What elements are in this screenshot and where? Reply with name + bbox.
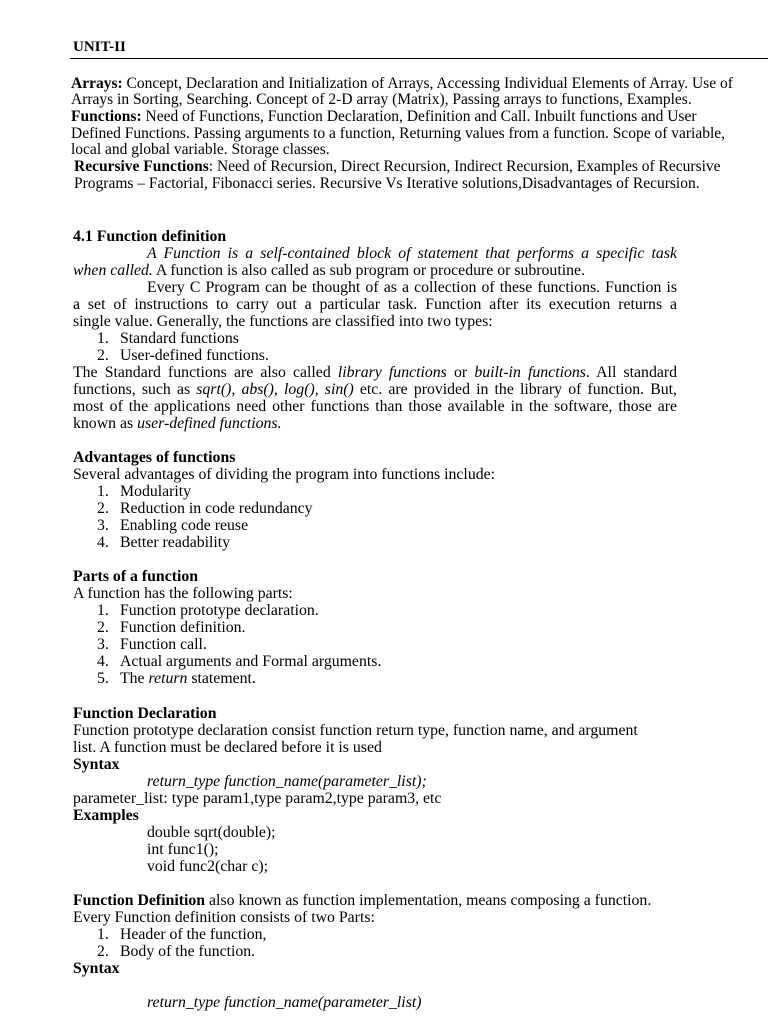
list-text: Body of the function. [120, 942, 256, 960]
syllabus-line [71, 159, 733, 176]
paragraph-line [73, 415, 677, 432]
syllabus-text: Need of Functions, Function Declaration, Definition and Call. Inbuilt functions and User [141, 108, 697, 125]
list-item [73, 636, 677, 653]
paragraph-text: A function is also called as sub program or procedure or subroutine. [152, 261, 585, 279]
paragraph-line [73, 245, 677, 262]
list-number: 4. [97, 533, 109, 551]
syllabus-line [71, 126, 733, 143]
paragraph-line: Function prototype declaration consist function return type, function name, and argument [73, 721, 638, 739]
parameter-list-line: parameter_list: type param1,type param2,type param3, etc [73, 789, 442, 807]
emphasis-text: return [148, 669, 188, 687]
paragraph-text: known as [73, 415, 138, 433]
list-item [73, 500, 677, 517]
list-number: 3. [97, 635, 109, 653]
section-function-definition [73, 228, 677, 433]
paragraph-line: Several advantages of dividing the program into functions include: [73, 465, 496, 483]
list-text: Standard functions [120, 329, 239, 347]
paragraph-line: A function has the following parts: [73, 584, 293, 602]
header-rule [70, 58, 768, 59]
list-number: 1. [97, 925, 109, 943]
list-text: Enabling code reuse [120, 516, 249, 534]
blank-line [73, 977, 677, 994]
list-text: Function call. [120, 635, 207, 653]
paragraph-line [73, 892, 677, 909]
section-heading: Function Declaration [73, 704, 217, 722]
syllabus-line [71, 109, 733, 126]
definition-text: A Function is a self-contained block of statement that performs a specific task [147, 244, 677, 262]
list-item [73, 483, 677, 500]
syntax-label: Syntax [73, 755, 120, 773]
list-number: 2. [97, 618, 109, 636]
code-example: double sqrt(double); [147, 823, 276, 841]
list-item [73, 670, 677, 687]
syllabus-text: Concept, Declaration and Initialization of Arrays, Accessing Individual Elements of Array. Use of [122, 74, 733, 92]
paragraph-text: or [446, 363, 475, 381]
emphasis-text: sqrt(), abs(), log(), sin() [196, 380, 354, 398]
list-number: 4. [97, 652, 109, 670]
list-text: User-defined functions. [120, 346, 269, 364]
list-item [73, 517, 677, 534]
emphasis-text: built-in functions [474, 363, 586, 381]
syllabus-text: Arrays in Sorting, Searching. Concept of 2-D array (Matrix), Passing arrays to functions, Examples. [71, 91, 692, 109]
paragraph-text: a set of instructions to carry out a particular task. Function after its execution returns a [73, 295, 677, 313]
emphasis-text: user-defined functions. [137, 415, 282, 433]
paragraph-line [73, 296, 677, 313]
syntax-label: Syntax [73, 959, 120, 977]
syllabus-line [71, 142, 733, 159]
section-heading: Parts of a function [73, 567, 199, 585]
list-text: statement. [187, 669, 256, 687]
list-number: 1. [97, 329, 109, 347]
paragraph-text: . All standard [585, 363, 678, 381]
section-declaration [73, 705, 677, 875]
list-number: 2. [97, 942, 109, 960]
examples-label: Examples [73, 806, 139, 824]
definition-text: when called. [73, 261, 153, 279]
functions-label: Functions: [71, 108, 142, 125]
syllabus-line [71, 176, 733, 193]
list-text: Function definition. [120, 618, 246, 636]
list-item [73, 943, 677, 960]
list-text: Modularity [120, 482, 192, 500]
list-text: Reduction in code redundancy [120, 499, 313, 517]
paragraph-text: Every C Program can be thought of as a collection of these functions. Function is [147, 278, 677, 296]
paragraph-line [73, 279, 677, 296]
list-item [73, 534, 677, 551]
syllabus-line [71, 92, 733, 109]
paragraph-text: functions, such as [73, 380, 197, 398]
list-text: The [120, 669, 149, 687]
paragraph-text: also known as function implementation, means composing a function. [205, 891, 652, 909]
paragraph-text: etc. are provided in the library of function. But, [353, 380, 678, 398]
arrays-label: Arrays: [71, 74, 123, 92]
section-heading: 4.1 Function definition [73, 227, 227, 245]
list-item [73, 602, 677, 619]
section-parts [73, 568, 677, 687]
section-heading: Advantages of functions [73, 448, 236, 466]
list-item [73, 926, 677, 943]
list-number: 3. [97, 516, 109, 534]
unit-title: UNIT-II [73, 39, 126, 55]
paragraph-line: list. A function must be declared before it is used [73, 738, 382, 756]
list-item [73, 347, 677, 364]
paragraph-line [73, 364, 677, 381]
list-text: Actual arguments and Formal arguments. [120, 652, 382, 670]
list-text: Function prototype declaration. [120, 601, 319, 619]
list-number: 1. [97, 482, 109, 500]
list-text: Better readability [120, 533, 231, 551]
syllabus-text: Programs – Factorial, Fibonacci series. Recursive Vs Iterative solutions,Disadvantages of Recursion. [74, 174, 700, 192]
section-heading: Function Definition [73, 891, 206, 909]
list-number: 2. [97, 499, 109, 517]
syllabus-text: : Need of Recursion, Direct Recursion, Indirect Recursion, Examples of Recursive [208, 157, 721, 175]
code-example: void func2(char c); [147, 857, 269, 875]
syllabus-text: Defined Functions. Passing arguments to a function, Returning values from a function. Scope of variable, [71, 124, 726, 142]
list-number: 1. [97, 601, 109, 619]
paragraph-text: most of the applications need other functions than those available in the software, those are [73, 397, 677, 415]
recursive-functions-label: Recursive Functions [74, 157, 209, 175]
syllabus-text: local and global variable. Storage classes. [71, 141, 330, 159]
paragraph-text: The Standard functions are also called [73, 363, 338, 381]
paragraph-line [73, 398, 677, 415]
section-implementation [73, 892, 677, 1011]
list-number: 5. [97, 669, 109, 687]
paragraph-line [73, 381, 677, 398]
paragraph-text: single value. Generally, the functions are classified into two types: [73, 312, 493, 330]
syntax-line: return_type function_name(parameter_list) [147, 993, 422, 1011]
syllabus-block [71, 76, 733, 193]
list-text: Header of the function, [120, 925, 267, 943]
code-example: int func1(); [147, 840, 219, 858]
syntax-line: return_type function_name(parameter_list); [147, 772, 427, 790]
list-number: 2. [97, 346, 109, 364]
paragraph-line [73, 313, 677, 330]
paragraph-line [73, 262, 677, 279]
emphasis-text: library functions [337, 363, 447, 381]
syllabus-line [71, 76, 733, 93]
section-advantages [73, 449, 677, 551]
list-item [73, 330, 677, 347]
paragraph-line: Every Function definition consists of two Parts: [73, 908, 375, 926]
list-item [73, 619, 677, 636]
list-item [73, 653, 677, 670]
